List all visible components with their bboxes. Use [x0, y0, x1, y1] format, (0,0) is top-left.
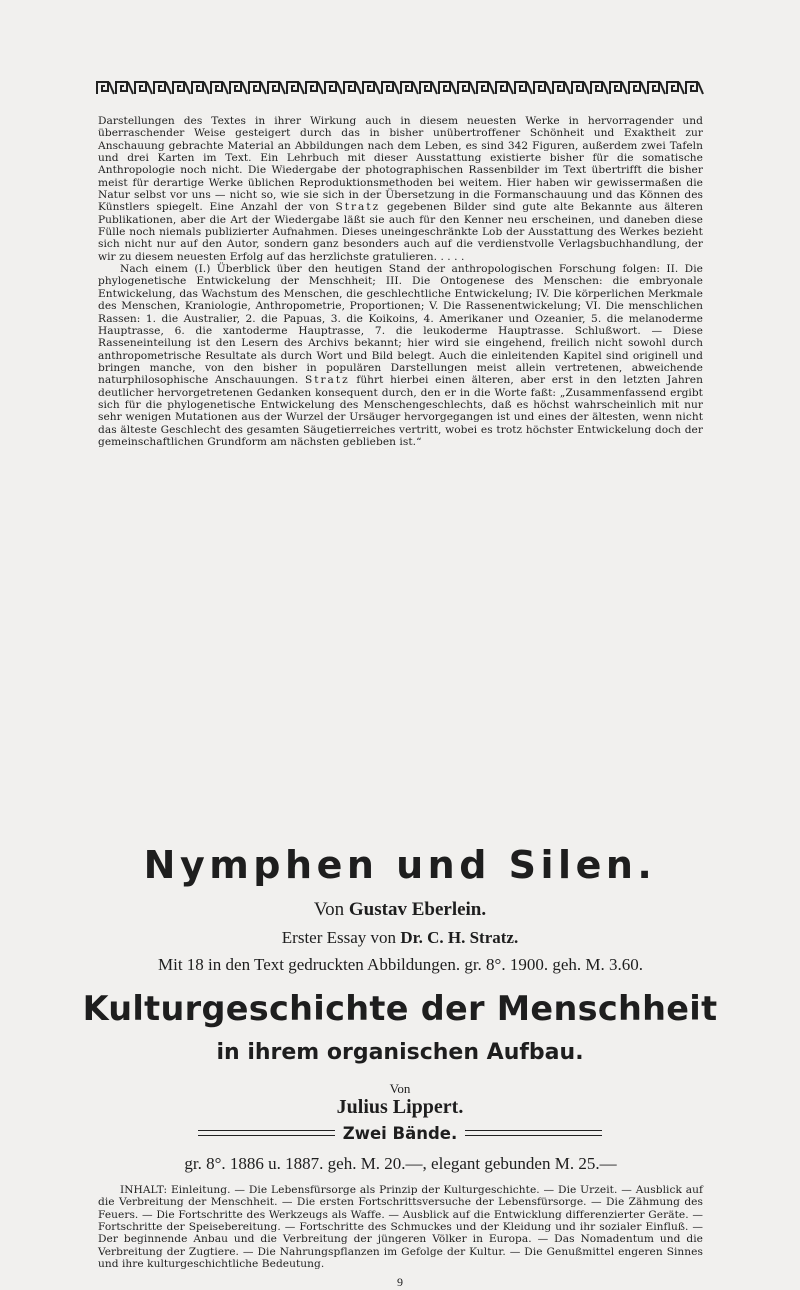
author-name-spaced: Stratz: [335, 201, 381, 214]
book1-title: Nymphen und Silen.: [143, 843, 657, 887]
book1-essay-author: Dr. C. H. Stratz.: [400, 928, 519, 947]
review-p1-rest: gegebenen Bilder sind gute alte Bekannte aus älteren Publikationen, aber die Art der Wiedergabe läßt sie auch für den Kenner neu erscheinen, und daneben diese Fülle noch niemals publizierter Aufnahmen. Dieses uneingeschränkte Lob der Ausstattung des Werkes bezieht sich nicht nur auf den Autor, sondern ganz besonders auch auf die verdienstvolle Verlagsbuchhandlung, der wir zu diesem neuesten Erfolg auf das herzlichste gratulieren. . . . .: [98, 201, 703, 263]
book2-contents: [98, 1184, 703, 1270]
book2-volumes: Zwei Bände.: [342, 1123, 458, 1143]
greek-key-border-icon: [96, 80, 704, 96]
review-p2-rest: führt hierbei einen älteren, aber erst in den letzten Jahren deutlicher hervorgetretenen Gedanken konsequent durch, den er in die Worte faßt: „Zusammenfassend ergibt sich für die phylogenetische Entwickelung des Menschengeschlechts, daß es höchst wahrscheinlich mit nur sehr wenigen Mutationen aus der Wurzel der Ursäuger hervorgegangen ist und eines der ältesten, wenn nicht das älteste Geschlecht des gesamten Säugetierreiches vertritt, wobei es trotz höchster Entwickelung doch der gemeinschaftlichen Grundform am nächsten geblieben ist.“: [98, 374, 703, 448]
book2-volumes-rule: [198, 1122, 602, 1144]
book1-byline-prefix: Von: [313, 899, 345, 920]
book1-details: Mit 18 in den Text gedruckten Abbildungen. gr. 8°. 1900. geh. M. 3.60.: [157, 955, 644, 974]
book2-details: gr. 8°. 1886 u. 1887. geh. M. 20.—, elegant gebunden M. 25.—: [184, 1154, 617, 1173]
book2-contents-paragraph: INHALT: Einleitung. — Die Lebensfürsorge als Prinzip der Kulturgeschichte. — Die Urzeit. — Ausblick auf die Verbreitung der Menschheit. — Die ersten Fortschrittsversuche der Lebensfürsorge. — Die Zähmung des Feuers. — Die Fortschritte des Werkzeugs als Waffe. — Ausblick auf die Entwicklung differenzierter Geräte. — Fortschritte der Speisebereitung. — Fortschritte des Schmuckes und der Kleidung und ihr sozialer Einfluß. — Der beginnende Anbau und die Verbreitung der jüngeren Völker in Europa. — Das Nomadentum und die Verbreitung der Zugtiere. — Die Nahrungspflanzen im Gefolge der Kultur. — Die Genußmittel engeren Sinnes und ihre kulturgeschichtliche Bedeutung.: [98, 1184, 703, 1271]
book2-von: Von: [389, 1081, 411, 1096]
book2-title: Kulturgeschichte der Menschheit: [82, 989, 718, 1028]
book1-essay-prefix: Erster Essay von: [281, 928, 397, 947]
book2-author: Julius Lippert.: [336, 1096, 464, 1118]
book1-byline: [0, 899, 800, 921]
book1-author: Gustav Eberlein.: [348, 899, 487, 920]
review-paragraph-2: [98, 263, 703, 448]
review-p2-text: Nach einem (I.) Überblick über den heutigen Stand der anthropologischen Forschung folgen: II. Die phylogenetische Entwickelung der Menschheit; III. Die Ontogenese des Menschen: die embryonale Entwickelung, das Wachstum des Menschen, die geschlechtliche Entwickelung; IV. Die körperlichen Merkmale des Menschen, Kraniologie, Anthropometrie, Proportionen; V. Die Rassenentwickelung; VI. Die menschlichen Rassen: 1. die Australier, 2. die Papuas, 3. die Koikoins, 4. Amerikaner und Ozeanier, 5. die melanoderme Hauptrasse, 6. die xantoderme Hauptrasse, 7. die leukoderme Hauptrasse. Schlußwort. — Diese Rasseneinteilung ist den Lesern des Archivs bekannt; hier wird sie eingehend, freilich nicht sowohl durch anthropometrische Resultate als durch Wort und Bild belegt. Auch die einleitenden Kapitel sind originell und bringen manche, von den bisher in populären Darstellungen meist allein vertretenen, abweichende naturphilosophische Anschauungen.: [98, 263, 703, 387]
book2-subtitle: in ihrem organischen Aufbau.: [216, 1040, 584, 1065]
double-rule-right: [465, 1130, 602, 1136]
author-name-spaced: Stratz: [304, 374, 350, 387]
review-text: [98, 115, 703, 448]
review-paragraph-1: [98, 115, 703, 263]
double-rule-left: [198, 1130, 335, 1136]
book1-essay-line: [0, 928, 800, 948]
page-number: 9: [397, 1275, 403, 1289]
review-p1-text: Darstellungen des Textes in ihrer Wirkung auch in diesem neuesten Werke in hervorragender und überraschender Weise gesteigert durch das in bisher unübertroffener Schönheit und Exaktheit zur Anschauung gebrachte Material an Abbildungen nach dem Leben, es sind 342 Figuren, außerdem zwei Tafeln und drei Karten im Text. Ein Lehrbuch mit dieser Ausstattung existierte bisher für die somatische Anthropologie noch nicht. Die Wiedergabe der photographischen Rassenbilder im Text übertrifft die bisher meist für derartige Werke üblichen Reproduktionsmethoden bei weitem. Hier haben wir gewissermaßen die Natur selbst vor uns — nicht so, wie sie sich in der Übersetzung in die Formanschauung und das Können des Künstlers spiegelt. Eine Anzahl der von: [98, 115, 703, 214]
